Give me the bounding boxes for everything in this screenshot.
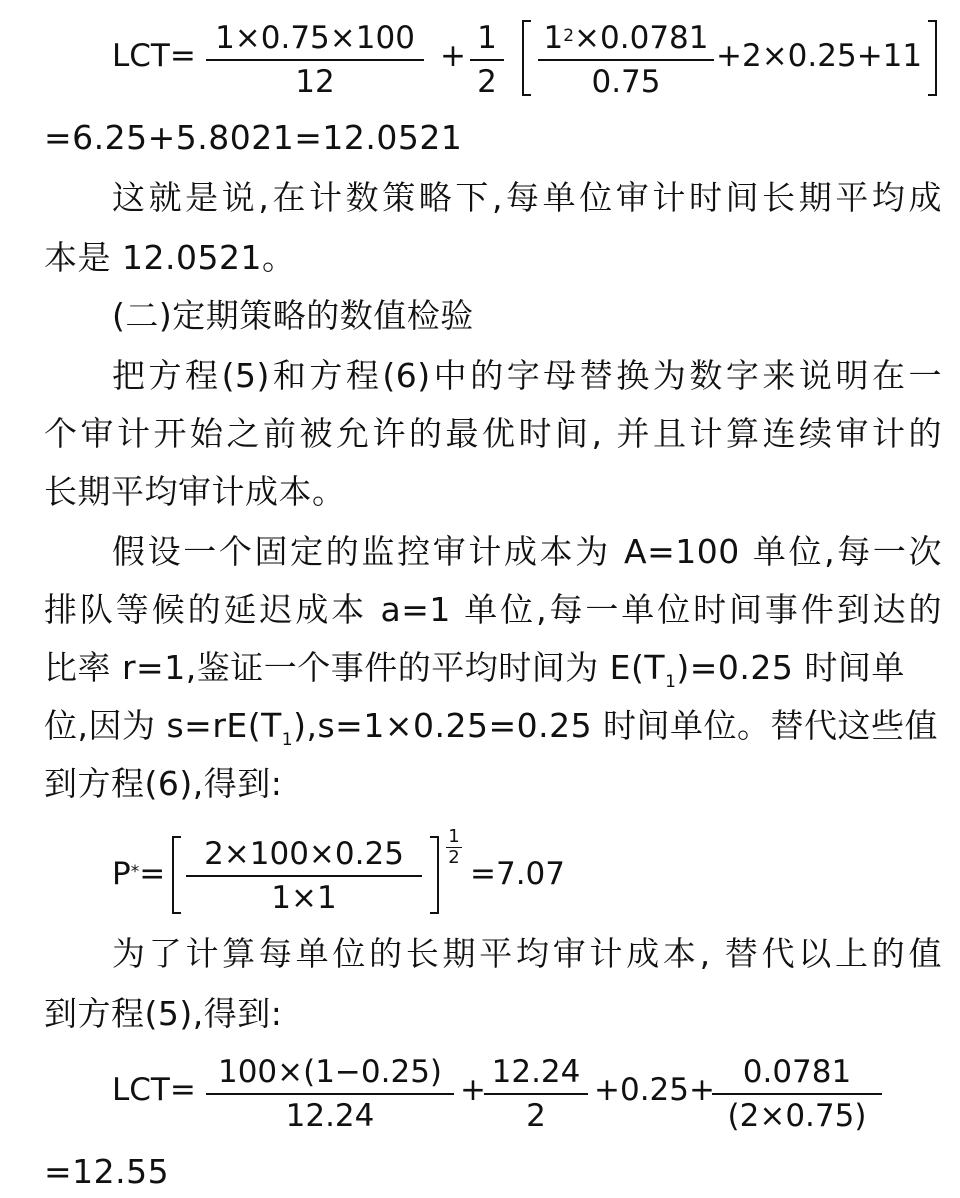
fraction-bar bbox=[712, 1093, 882, 1095]
paragraph-4-line-2: 到方程(5),得到: bbox=[44, 994, 283, 1033]
eq2-denominator: 1×1 bbox=[271, 880, 337, 916]
eq1-frac1-denominator: 12 bbox=[295, 64, 335, 100]
fraction-bar bbox=[538, 59, 714, 61]
section-heading: (二)定期策略的数值检验 bbox=[112, 296, 474, 335]
eq1-frac1-numerator: 1×0.75×100 bbox=[215, 20, 415, 56]
paragraph-3-line-4: 位,因为 $s=rE(T_1),s=1\times 0.25=0.25$ 时间单位。替代这些值 bbox=[44, 706, 939, 750]
eq1-half-numerator: 1 bbox=[477, 20, 497, 56]
eq1-lhs: LCT= bbox=[112, 38, 196, 74]
eq3-frac1-denominator: 12.24 bbox=[285, 1098, 375, 1134]
eq3-middle: +0.25+ bbox=[594, 1072, 715, 1108]
paragraph-2-line-3: 长期平均审计成本。 bbox=[44, 472, 346, 511]
eq1-inner-fraction bbox=[538, 20, 714, 100]
eq1-half bbox=[470, 20, 504, 100]
eq1-half-denominator: 2 bbox=[477, 64, 497, 100]
right-bracket bbox=[928, 20, 937, 96]
eq1-plus: + bbox=[440, 38, 466, 74]
eq2-numerator: 2×100×0.25 bbox=[204, 836, 404, 872]
paragraph-3-line-5: 到方程(6),得到: bbox=[44, 764, 283, 803]
eq3-frac2-denominator: 2 bbox=[526, 1098, 546, 1134]
fraction-bar bbox=[206, 1093, 454, 1095]
eq3-frac3-denominator: (2×0.75) bbox=[727, 1098, 867, 1134]
eq3-frac2-numerator: 12.24 bbox=[491, 1054, 581, 1090]
eq3-lhs: LCT= bbox=[112, 1072, 196, 1108]
eq3-frac3-numerator: 0.0781 bbox=[742, 1054, 852, 1090]
eq2-fraction bbox=[186, 836, 422, 916]
paragraph-3-line-1: 假设一个固定的监控审计成本为 A=100 单位,每一次 bbox=[112, 532, 942, 571]
left-bracket bbox=[522, 20, 531, 96]
paragraph-1-line-1: 这就是说,在计数策略下,每单位审计时间长期平均成 bbox=[112, 178, 942, 217]
paragraph-3-line-3: 比率 r=1,鉴证一个事件的平均时间为 $E(T_1)=0.25$ 时间单 bbox=[44, 648, 905, 692]
paragraph-2-line-1: 把方程(5)和方程(6)中的字母替换为数字来说明在一 bbox=[112, 356, 942, 395]
eq1-inner-denominator: 0.75 bbox=[591, 64, 661, 100]
eq1-tail: +2×0.25+11 bbox=[716, 38, 923, 74]
eq3-result: =12.55 bbox=[44, 1152, 170, 1191]
paragraph-4-line-1: 为了计算每单位的长期平均审计成本, 替代以上的值 bbox=[112, 934, 942, 973]
left-bracket bbox=[172, 836, 181, 914]
eq1-result: =6.25+5.8021=12.0521 bbox=[44, 118, 463, 157]
eq3-fraction-3 bbox=[712, 1054, 882, 1134]
eq2-exponent: 1 2 bbox=[446, 828, 462, 867]
eq1-inner-numerator: $1^2\times 0.0781$ bbox=[543, 20, 709, 56]
fraction-bar bbox=[484, 1093, 588, 1095]
paragraph-1-line-2: 本是 12.0521。 bbox=[44, 238, 296, 277]
paragraph-2-line-2: 个审计开始之前被允许的最优时间, 并且计算连续审计的 bbox=[44, 414, 942, 453]
fraction-bar bbox=[206, 59, 424, 61]
eq1-fraction-1 bbox=[206, 20, 424, 100]
eq2-result: =7.07 bbox=[470, 856, 565, 892]
fraction-bar bbox=[186, 875, 422, 877]
fraction-bar bbox=[470, 59, 504, 61]
paragraph-3-line-2: 排队等候的延迟成本 a=1 单位,每一单位时间事件到达的 bbox=[44, 590, 942, 629]
eq2-lhs: P*= bbox=[112, 856, 166, 892]
eq3-plus-1: + bbox=[460, 1072, 486, 1108]
eq3-frac1-numerator: 100×(1−0.25) bbox=[217, 1054, 443, 1090]
eq3-fraction-1 bbox=[206, 1054, 454, 1134]
right-bracket bbox=[430, 836, 439, 914]
eq3-fraction-2 bbox=[484, 1054, 588, 1134]
